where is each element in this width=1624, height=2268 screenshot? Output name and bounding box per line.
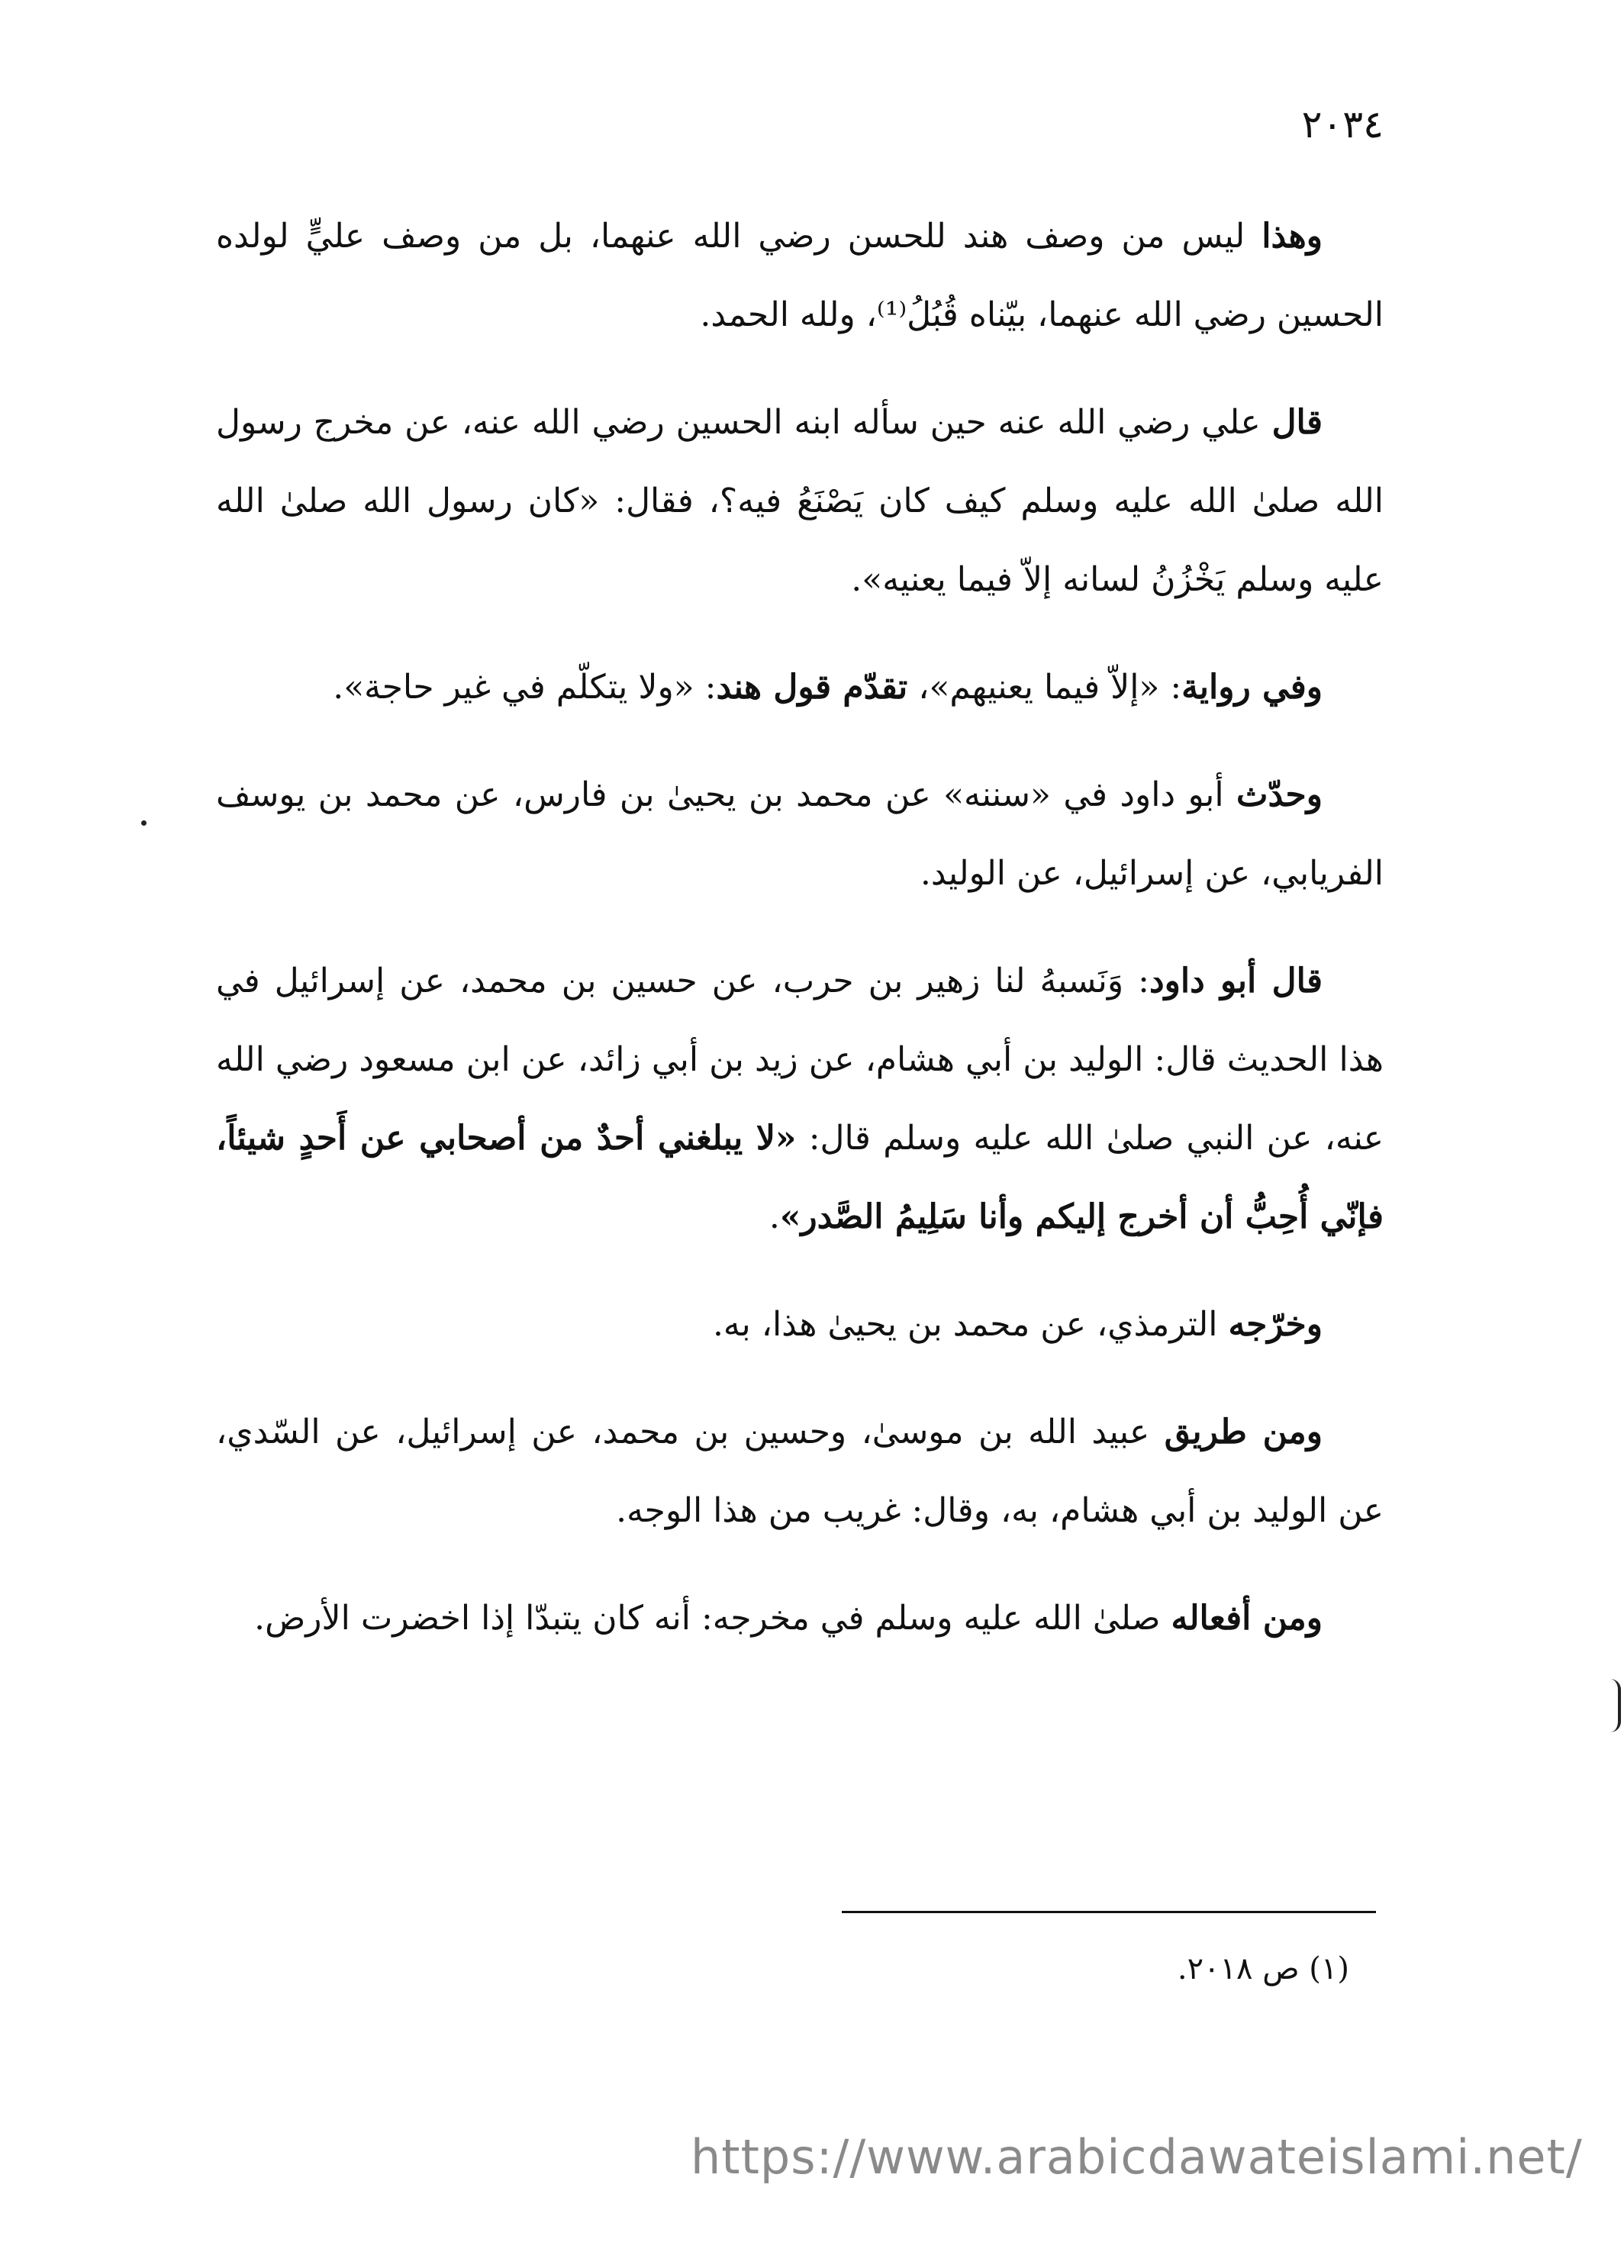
scan-artifact-bracket [1610, 1679, 1621, 1732]
paragraph-lead: قال [1271, 403, 1323, 442]
paragraph-text: الترمذي، عن محمد بن يحيىٰ هذا، به. [712, 1305, 1229, 1344]
paragraph-lead: ومن طريق [1164, 1413, 1323, 1451]
body-text [216, 197, 1384, 1687]
paragraph-text: أبو داود في «سننه» عن محمد بن يحيىٰ بن فارس، عن محمد بن يوسف الفريابي، عن إسرائيل، عن الوليد. [216, 775, 1384, 893]
footnote-divider [842, 1911, 1376, 1913]
paragraph [216, 755, 1384, 913]
paragraph-lead: ومن أفعاله [1171, 1599, 1323, 1638]
hadith-quote: «لا يبلغني أحدٌ من أصحابي عن أَحدٍ شيئاً، فإنّي أُحِبُّ أن أخرج إليكم وأنا سَلِيمُ الصَّدر» [216, 1119, 1384, 1236]
footnote: (١) ص ٢٠١٨. [1177, 1951, 1349, 1986]
paragraph [216, 1393, 1384, 1550]
paragraph-text: صلىٰ الله عليه وسلم في مخرجه: أنه كان يتبدّا إذا اخضرت الأرض. [254, 1599, 1171, 1638]
paragraph-lead: وهذا [1262, 217, 1323, 256]
scan-artifact-dot [141, 820, 147, 826]
paragraph-bold-text: تقدّم قول هند [716, 668, 908, 707]
paragraph-lead: وفي رواية [1181, 668, 1323, 707]
paragraph [216, 1285, 1384, 1364]
paragraph-text: ليس من وصف هند للحسن رضي الله عنهما، بل من وصف عليٍّ لولده الحسين رضي الله عنهما، بيّناه قُبُلُ⁽¹⁾، ولله الحمد. [216, 217, 1384, 334]
paragraph-lead: وحدّث [1236, 775, 1323, 814]
paragraph-text: : «ولا يتكلّم في غير حاجة». [333, 668, 717, 707]
paragraph-lead: قال أبو داود [1149, 962, 1323, 1000]
paragraph-text: عبيد الله بن موسىٰ، وحسين بن محمد، عن إسرائيل، عن السّدي، عن الوليد بن أبي هشام، به، وقال: غريب من هذا الوجه. [216, 1413, 1384, 1530]
paragraph [216, 942, 1384, 1256]
paragraph [216, 197, 1384, 354]
paragraph [216, 1579, 1384, 1658]
paragraph [216, 383, 1384, 619]
page-number: ٢٠٣٤ [1301, 102, 1384, 147]
watermark-url: https://www.arabicdawateislami.net/ [691, 2129, 1583, 2185]
paragraph-lead: وخرّجه [1228, 1305, 1323, 1344]
paragraph-text: : «إلاّ فيما يعنيهم»، [907, 668, 1182, 707]
paragraph [216, 648, 1384, 726]
paragraph-text: : وَنَسبهُ لنا زهير بن حرب، عن حسين بن محمد، عن إسرائيل في هذا الحديث قال: الوليد بن أبي هشام، عن زيد بن أبي زائد، عن ابن مسعود رضي الله عنه، عن النبي صلىٰ الله عليه وسلم قال: [216, 962, 1384, 1158]
paragraph-text: . [768, 1197, 780, 1236]
paragraph-text: علي رضي الله عنه حين سأله ابنه الحسين رضي الله عنه، عن مخرج رسول الله صلىٰ الله عليه وسلم كيف كان يَصْنَعُ فيه؟، فقال: «كان رسول الله صلىٰ الله عليه وسلم يَخْزُنُ لسانه إلاّ فيما يعنيه». [216, 403, 1384, 599]
